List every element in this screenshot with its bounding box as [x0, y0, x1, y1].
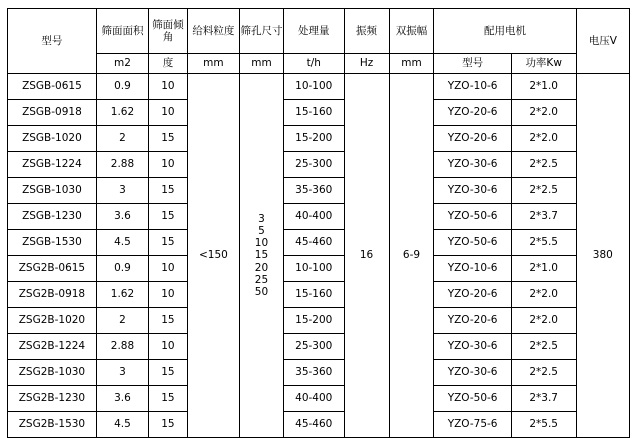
cell-capacity: 35-360	[283, 178, 344, 204]
cell-area: 2	[96, 126, 148, 152]
header-motor-model: 型号	[434, 54, 511, 74]
cell-model: ZSGB-1224	[8, 152, 97, 178]
cell-area: 2.88	[96, 152, 148, 178]
cell-capacity: 40-400	[283, 386, 344, 412]
cell-motor-power: 2*1.0	[511, 256, 576, 282]
table-row	[8, 126, 630, 152]
cell-incline: 10	[149, 100, 188, 126]
header-capacity: 处理量	[283, 9, 344, 54]
cell-motor-model: YZO-30-6	[434, 334, 511, 360]
cell-model: ZSG2B-1224	[8, 334, 97, 360]
table-row	[8, 360, 630, 386]
cell-motor-model: YZO-10-6	[434, 74, 511, 100]
unit-capacity: t/h	[283, 54, 344, 74]
cell-model: ZSG2B-1030	[8, 360, 97, 386]
header-incline: 筛面倾角	[149, 9, 188, 54]
cell-capacity: 25-300	[283, 152, 344, 178]
cell-motor-power: 2*1.0	[511, 74, 576, 100]
cell-motor-model: YZO-30-6	[434, 360, 511, 386]
cell-area: 4.5	[96, 230, 148, 256]
cell-motor-model: YZO-20-6	[434, 126, 511, 152]
cell-capacity: 10-100	[283, 256, 344, 282]
cell-amplitude: 6-9	[389, 74, 434, 438]
unit-feed-size: mm	[187, 54, 239, 74]
cell-incline: 10	[149, 152, 188, 178]
cell-area: 0.9	[96, 74, 148, 100]
cell-incline: 10	[149, 334, 188, 360]
cell-capacity: 35-360	[283, 360, 344, 386]
cell-model: ZSGB-1020	[8, 126, 97, 152]
cell-area: 2	[96, 308, 148, 334]
table-row	[8, 334, 630, 360]
cell-incline: 10	[149, 282, 188, 308]
specification-table	[7, 8, 630, 438]
mesh-value: 15	[254, 249, 269, 262]
cell-motor-power: 2*2.5	[511, 334, 576, 360]
cell-motor-model: YZO-20-6	[434, 308, 511, 334]
cell-incline: 15	[149, 126, 188, 152]
cell-capacity: 15-200	[283, 308, 344, 334]
header-row-units	[8, 54, 630, 74]
cell-voltage: 380	[576, 74, 629, 438]
mesh-value: 25	[254, 273, 269, 286]
cell-area: 1.62	[96, 100, 148, 126]
cell-motor-model: YZO-10-6	[434, 256, 511, 282]
cell-motor-model: YZO-30-6	[434, 152, 511, 178]
cell-capacity: 45-460	[283, 412, 344, 438]
header-voltage: 电压V	[576, 9, 629, 74]
cell-frequency: 16	[344, 74, 389, 438]
cell-motor-power: 2*5.5	[511, 230, 576, 256]
table-row	[8, 256, 630, 282]
cell-motor-power: 2*3.7	[511, 386, 576, 412]
cell-motor-power: 2*2.0	[511, 126, 576, 152]
unit-mesh-size: mm	[240, 54, 284, 74]
header-model: 型号	[8, 9, 97, 74]
header-feed-size: 给料粒度	[187, 9, 239, 54]
cell-model: ZSGB-1030	[8, 178, 97, 204]
table-row	[8, 308, 630, 334]
cell-area: 3	[96, 360, 148, 386]
cell-area: 0.9	[96, 256, 148, 282]
cell-motor-model: YZO-30-6	[434, 178, 511, 204]
cell-capacity: 10-100	[283, 74, 344, 100]
cell-motor-model: YZO-50-6	[434, 204, 511, 230]
cell-model: ZSGB-0615	[8, 74, 97, 100]
cell-area: 1.62	[96, 282, 148, 308]
cell-motor-power: 2*5.5	[511, 412, 576, 438]
cell-area: 3.6	[96, 386, 148, 412]
cell-capacity: 40-400	[283, 204, 344, 230]
cell-area: 2.88	[96, 334, 148, 360]
cell-model: ZSG2B-1530	[8, 412, 97, 438]
cell-model: ZSG2B-1230	[8, 386, 97, 412]
cell-feed-size: <150	[187, 74, 239, 438]
cell-motor-power: 2*3.7	[511, 204, 576, 230]
cell-motor-model: YZO-75-6	[434, 412, 511, 438]
header-mesh-size: 筛孔尺寸	[240, 9, 284, 54]
cell-incline: 15	[149, 386, 188, 412]
cell-incline: 15	[149, 308, 188, 334]
unit-screen-area: m2	[96, 54, 148, 74]
header-amplitude: 双振幅	[389, 9, 434, 54]
cell-area: 4.5	[96, 412, 148, 438]
header-frequency: 振频	[344, 9, 389, 54]
header-row-main	[8, 9, 630, 54]
cell-incline: 15	[149, 412, 188, 438]
cell-model: ZSGB-1230	[8, 204, 97, 230]
cell-mesh-sizes	[240, 74, 284, 438]
cell-incline: 15	[149, 204, 188, 230]
cell-incline: 15	[149, 230, 188, 256]
mesh-value: 3	[258, 213, 265, 226]
cell-motor-power: 2*2.5	[511, 360, 576, 386]
cell-motor-power: 2*2.0	[511, 308, 576, 334]
cell-motor-model: YZO-20-6	[434, 282, 511, 308]
cell-motor-model: YZO-50-6	[434, 230, 511, 256]
unit-incline: 度	[149, 54, 188, 74]
cell-motor-power: 2*2.5	[511, 152, 576, 178]
spec-table-page	[0, 8, 637, 431]
cell-area: 3.6	[96, 204, 148, 230]
table-row	[8, 74, 630, 100]
table-row	[8, 386, 630, 412]
cell-motor-model: YZO-20-6	[434, 100, 511, 126]
cell-model: ZSG2B-0615	[8, 256, 97, 282]
cell-capacity: 25-300	[283, 334, 344, 360]
mesh-value: 20	[254, 261, 269, 274]
unit-frequency: Hz	[344, 54, 389, 74]
mesh-value: 5	[258, 225, 265, 238]
table-row	[8, 100, 630, 126]
cell-incline: 15	[149, 360, 188, 386]
cell-capacity: 15-200	[283, 126, 344, 152]
header-motor: 配用电机	[434, 9, 576, 54]
cell-model: ZSG2B-1020	[8, 308, 97, 334]
cell-model: ZSGB-0918	[8, 100, 97, 126]
mesh-value: 10	[254, 237, 269, 250]
table-row	[8, 282, 630, 308]
cell-area: 3	[96, 178, 148, 204]
table-row	[8, 178, 630, 204]
cell-model: ZSGB-1530	[8, 230, 97, 256]
cell-motor-power: 2*2.0	[511, 282, 576, 308]
header-screen-area: 筛面面积	[96, 9, 148, 54]
header-motor-power: 功率Kw	[511, 54, 576, 74]
cell-incline: 10	[149, 256, 188, 282]
cell-incline: 10	[149, 74, 188, 100]
cell-motor-model: YZO-50-6	[434, 386, 511, 412]
table-row	[8, 152, 630, 178]
mesh-value: 50	[254, 285, 269, 298]
unit-amplitude: mm	[389, 54, 434, 74]
table-row	[8, 230, 630, 256]
cell-motor-power: 2*2.0	[511, 100, 576, 126]
cell-incline: 15	[149, 178, 188, 204]
table-row	[8, 204, 630, 230]
cell-capacity: 15-160	[283, 282, 344, 308]
table-row	[8, 412, 630, 438]
cell-motor-power: 2*2.5	[511, 178, 576, 204]
cell-model: ZSG2B-0918	[8, 282, 97, 308]
cell-capacity: 45-460	[283, 230, 344, 256]
cell-capacity: 15-160	[283, 100, 344, 126]
